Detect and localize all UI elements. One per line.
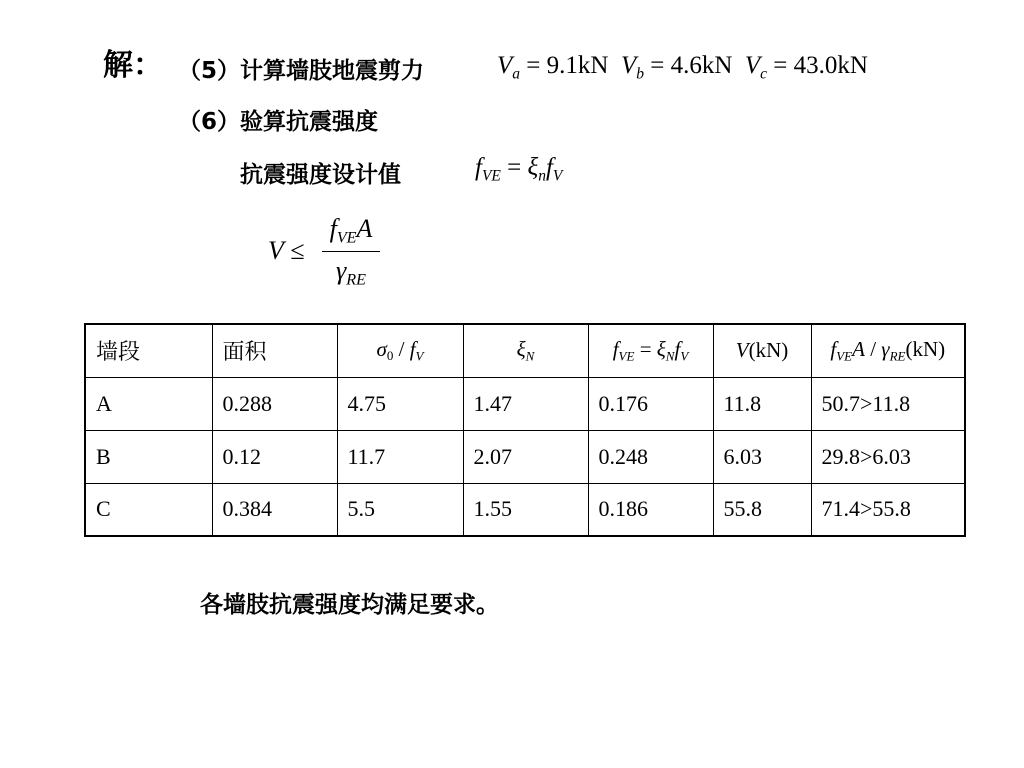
step5-label: （5）计算墙肢地震剪力 (178, 58, 425, 84)
table-header-row (85, 324, 965, 377)
cell-area: 0.12 (212, 430, 337, 483)
cell-xi-n: 1.55 (463, 483, 588, 536)
solution-label: 解： (103, 48, 163, 83)
cell-fve: 0.176 (588, 377, 713, 430)
cell-sigma-ratio: 11.7 (337, 430, 463, 483)
cell-fve: 0.248 (588, 430, 713, 483)
header-v: V(kN) (713, 324, 811, 377)
step6-label: （6）验算抗震强度 (178, 109, 379, 135)
header-capacity: $f_{VE}A / \gamma_{RE}(kN)$ (811, 324, 965, 377)
header-wall-segment: 墙段 (85, 324, 212, 377)
cell-sigma-ratio: 4.75 (337, 377, 463, 430)
table-row (85, 430, 965, 483)
design-strength-formula: $f_{VE} = \xi_nf_V$ (475, 154, 563, 185)
design-strength-label: 抗震强度设计值 (240, 162, 401, 188)
header-area: 面积 (212, 324, 337, 377)
cell-area: 0.288 (212, 377, 337, 430)
cell-v: 55.8 (713, 483, 811, 536)
header-sigma-ratio: $\sigma 0 / f_V$ (337, 324, 463, 377)
cell-fve: 0.186 (588, 483, 713, 536)
cell-area: 0.384 (212, 483, 337, 536)
cell-segment: B (85, 430, 212, 483)
shear-va: $V_a = 9.1kN$ (497, 52, 609, 83)
strength-check-table (84, 323, 966, 537)
cell-capacity: 71.4>55.8 (811, 483, 965, 536)
table-row (85, 483, 965, 536)
cell-sigma-ratio: 5.5 (337, 483, 463, 536)
cell-v: 11.8 (713, 377, 811, 430)
cell-segment: A (85, 377, 212, 430)
shear-vb: $V_b = 4.6kN$ (620, 52, 733, 83)
shear-vc: $V_c = 43.0kN$ (744, 52, 868, 83)
cell-capacity: 50.7>11.8 (811, 377, 965, 430)
table-row (85, 377, 965, 430)
cell-xi-n: 1.47 (463, 377, 588, 430)
shear-force-values (497, 52, 868, 83)
cell-segment: C (85, 483, 212, 536)
header-xi-n: $\xi_N$ (463, 324, 588, 377)
cell-capacity: 29.8>6.03 (811, 430, 965, 483)
conclusion-text: 各墙肢抗震强度均满足要求。 (200, 592, 499, 618)
cell-xi-n: 2.07 (463, 430, 588, 483)
cell-v: 6.03 (713, 430, 811, 483)
header-fve: $f_{VE} = \xi_Nf_V$ (588, 324, 713, 377)
